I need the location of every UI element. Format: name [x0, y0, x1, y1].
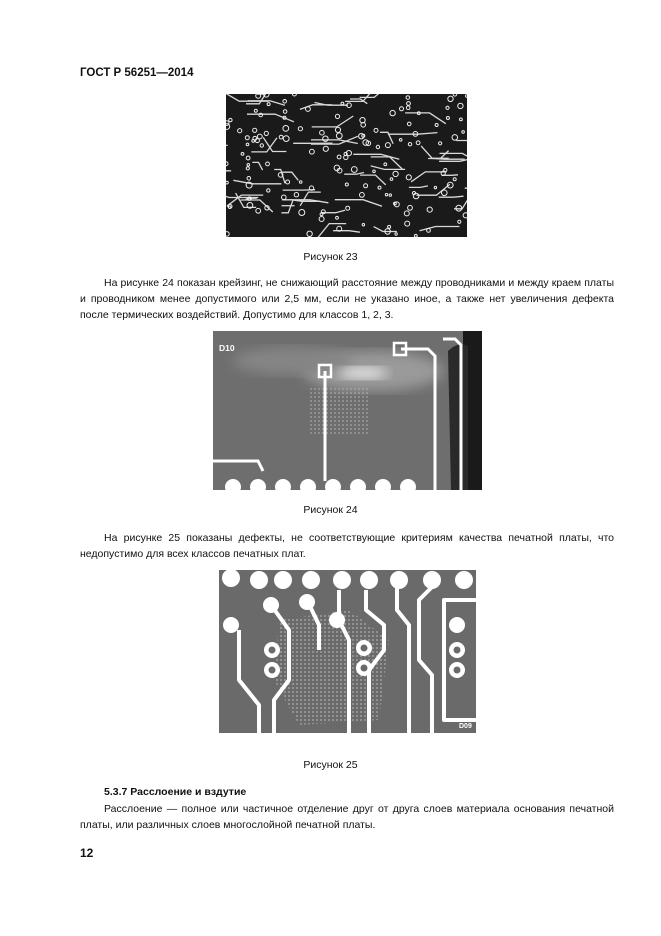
paragraph-figure-24-text: На рисунке 24 показан крейзинг, не снижающий расстояние между проводниками и между краем платы и проводником менее допустимого или 2,5 мм, если не указано иное, а также нет увеличения дефекта после термических воздействий. Допустимо для классов 1, 2, 3.	[80, 277, 614, 321]
definition-paragraph-text: Расслоение — полное или частичное отделение друг от друга слоев материала основания печатной платы, или различных слоев многослойной печатной платы.	[80, 803, 614, 831]
section-title: 5.3.7 Расслоение и вздутие	[104, 786, 247, 798]
figure-23-caption: Рисунок 23	[303, 251, 358, 263]
definition-paragraph	[80, 801, 614, 833]
figure-23-photo	[226, 94, 467, 237]
figure-24-photo	[213, 331, 482, 490]
figure-24-caption: Рисунок 24	[303, 504, 358, 516]
paragraph-figure-24	[80, 275, 614, 323]
paragraph-figure-25-text: На рисунке 25 показаны дефекты, не соответствующие критериям качества печатной платы, что недопустимо для всех классов печатных плат.	[80, 532, 614, 560]
figure-25-label: D09	[459, 723, 472, 730]
page-number: 12	[80, 846, 94, 860]
figure-24-label: D10	[219, 343, 235, 353]
figure-25-caption: Рисунок 25	[303, 759, 358, 771]
figure-25-photo	[219, 570, 476, 733]
paragraph-figure-25	[80, 530, 614, 562]
document-header: ГОСТ Р 56251—2014	[80, 67, 194, 79]
